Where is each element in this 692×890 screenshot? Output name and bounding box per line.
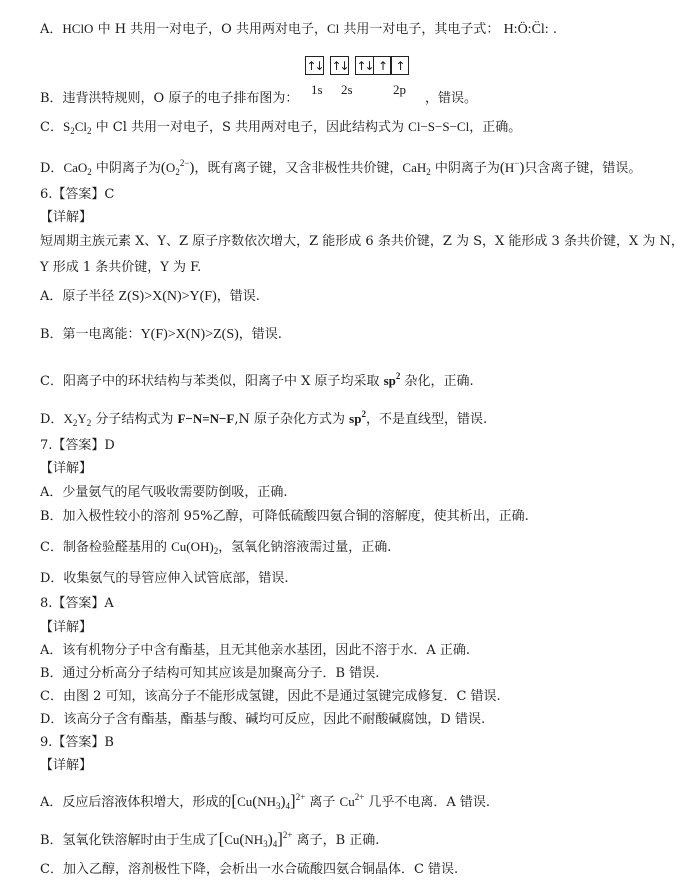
line-text: 离子 — [305, 795, 340, 810]
q9-detail-heading: 【详解】 — [40, 758, 93, 773]
q6-option-d — [40, 405, 487, 432]
formula-s2cl2: $S_2Cl_2$ — [62, 119, 92, 136]
answer-a-line — [40, 20, 557, 39]
line-text: B．氢氧化铁溶解时由于生成了 — [40, 833, 219, 848]
line-text: ,N 原子杂化方式为 — [234, 412, 350, 427]
option-label: A． — [40, 22, 63, 37]
q7-option-a: A．少量氨气的尾气吸收需要防倒吸，正确. — [40, 485, 288, 500]
ion-cu2: $Cu^{2+}$ — [339, 792, 365, 809]
orbital-2s — [330, 56, 349, 75]
q6-option-a — [40, 288, 260, 306]
line-suffix: ，正确。 — [469, 120, 522, 135]
ion-hydride: (H−) — [499, 158, 525, 176]
q7-option-b: B．加入极性较小的溶剂 95%乙醇，可降低硫酸四氨合铜的溶解度，使其析出，正确. — [40, 509, 529, 524]
line-text: 共用一对电子，其电子式： — [339, 22, 500, 37]
orbital-box: ↑↓ — [305, 56, 324, 75]
line-text: 中 H 共用一对电子，O 共用两对电子， — [93, 22, 327, 37]
line-text: C．阳离子中的环状结构与苯类似，阳离子中 X 原子均采取 — [40, 374, 384, 389]
orbital-box: ↑↓ — [330, 56, 349, 75]
q6-detail-heading: 【详解】 — [40, 210, 93, 225]
orbital-label-1s: 1s — [311, 82, 323, 97]
orbital-box: ↑ — [373, 56, 392, 75]
q6-option-b — [40, 326, 282, 344]
answer-d-line — [40, 154, 641, 181]
formula-cuoh2: $Cu(OH)_2$ — [171, 539, 219, 556]
complex-ion: $[Cu(NH_3)_4]^{2+}$ — [218, 829, 293, 849]
hybrid-sp2: $sp^2$ — [383, 371, 401, 388]
q8-option-d: D．该高分子含有酯基，酯基与酸、碱均可反应，因此不耐酸碱腐蚀，D 错误. — [40, 712, 486, 727]
q7-answer: 7.【答案】D — [40, 438, 115, 453]
q9-option-a — [40, 788, 490, 815]
orbital-1s — [305, 56, 324, 75]
line-suffix: ，氢氧化钠溶液需过量，正确. — [218, 540, 392, 555]
q6-answer: 6.【答案】C — [40, 187, 115, 202]
answer-c-line — [40, 118, 521, 140]
q6-option-c — [40, 367, 474, 391]
radius-comparison: Z(S)>X(N)>Y(F) — [118, 289, 217, 304]
orbital-2p — [355, 56, 409, 75]
q6-intro-1: 短周期主族元素 X、Y、Z 原子序数依次增大，Z 能形成 6 条共价键，Z 为 S，X 能形成 3 条共价键，X 为 N， — [40, 234, 684, 249]
line-suffix: 离子，B 正确. — [292, 833, 380, 848]
q6-intro-2: Y 形成 1 条共价键，Y 为 F. — [40, 260, 202, 275]
electron-formula: H:Ö:C̈l: — [503, 22, 549, 37]
formula-cl: Cl — [326, 21, 340, 36]
answer-b-line — [40, 90, 298, 108]
answer-b-suffix — [425, 90, 477, 108]
orbital-label-2p: 2p — [393, 82, 406, 97]
q8-option-c: C．由图 2 可知，该高分子不能形成氢键，因此不是通过氢键完成修复．C 错误. — [40, 689, 501, 704]
q9-option-c: C．加入乙醇，溶剂极性下降，会析出一水合硫酸四氨合铜晶体．C 错误. — [40, 862, 459, 877]
structural-formula: Cl−S−S−Cl — [408, 119, 470, 134]
q9-option-b — [40, 826, 379, 853]
formula-cah2: CaH$_2$ — [402, 160, 431, 177]
orbital-box: ↑↓ — [355, 56, 374, 75]
line-suffix: . — [548, 22, 557, 37]
line-text: B．第一电离能： — [40, 327, 141, 342]
line-suffix: ，不是直线型，错误. — [365, 412, 488, 427]
formula-x2y2: $X_2Y_2$ — [63, 411, 92, 428]
line-suffix: ，错误. — [216, 289, 260, 304]
line-text: A．反应后溶液体积增大，形成的 — [40, 795, 232, 810]
orbital-box: ↑ — [390, 56, 409, 75]
q7-option-d: D．收集氨气的导管应伸入试管底部，错误. — [40, 571, 289, 586]
q8-option-b: B．通过分析高分子结构可知其应该是加聚高分子．B 错误. — [40, 666, 380, 681]
q8-detail-heading: 【详解】 — [40, 620, 93, 635]
line-text: 中阴离子为 — [430, 161, 500, 176]
q7-option-c — [40, 538, 391, 560]
line-suffix: 杂化，正确. — [400, 374, 474, 389]
line-text: B．违背洪特规则，O 原子的电子排布图为： — [40, 91, 299, 106]
orbital-diagram — [305, 56, 409, 75]
line-text: ，既有离子键，又含非极性共价键， — [194, 161, 403, 176]
option-label: C． — [40, 120, 63, 135]
orbital-label-2s: 2s — [341, 82, 353, 97]
formula-hclo: HClO — [62, 21, 94, 36]
line-text: 中 Cl 共用一对电子，S 共用两对电子，因此结构式为 — [91, 120, 409, 135]
option-label: D． — [40, 161, 64, 176]
complex-ion: $[Cu(NH_3)_4]^{2+}$ — [231, 791, 306, 811]
q7-detail-heading: 【详解】 — [40, 461, 93, 476]
line-text: 中阴离子为 — [91, 161, 161, 176]
line-suffix: ，错误。 — [425, 91, 478, 106]
formula-cao2: CaO$_2$ — [63, 160, 92, 177]
option-label: D． — [40, 412, 64, 427]
line-text: A．原子半径 — [40, 289, 119, 304]
ionization-comparison: Y(F)>X(N)>Z(S) — [140, 327, 239, 342]
structural-formula: F−N=N−F — [177, 411, 235, 426]
line-text: C．制备检验醛基用的 — [40, 540, 172, 555]
line-text: 只含离子键，错误。 — [524, 161, 642, 176]
line-suffix: 几乎不电离．A 错误. — [364, 795, 491, 810]
q8-option-a: A．该有机物分子中含有酯基，且无其他亲水基团，因此不溶于水．A 正确. — [40, 643, 471, 658]
ion-peroxide: $(O_2^{2-})$ — [160, 158, 195, 177]
hybrid-sp2: $sp^2$ — [349, 409, 366, 426]
q8-answer: 8.【答案】A — [40, 596, 114, 611]
q9-answer: 9.【答案】B — [40, 735, 114, 750]
line-suffix: ，错误. — [238, 327, 282, 342]
line-text: 分子结构式为 — [91, 412, 178, 427]
